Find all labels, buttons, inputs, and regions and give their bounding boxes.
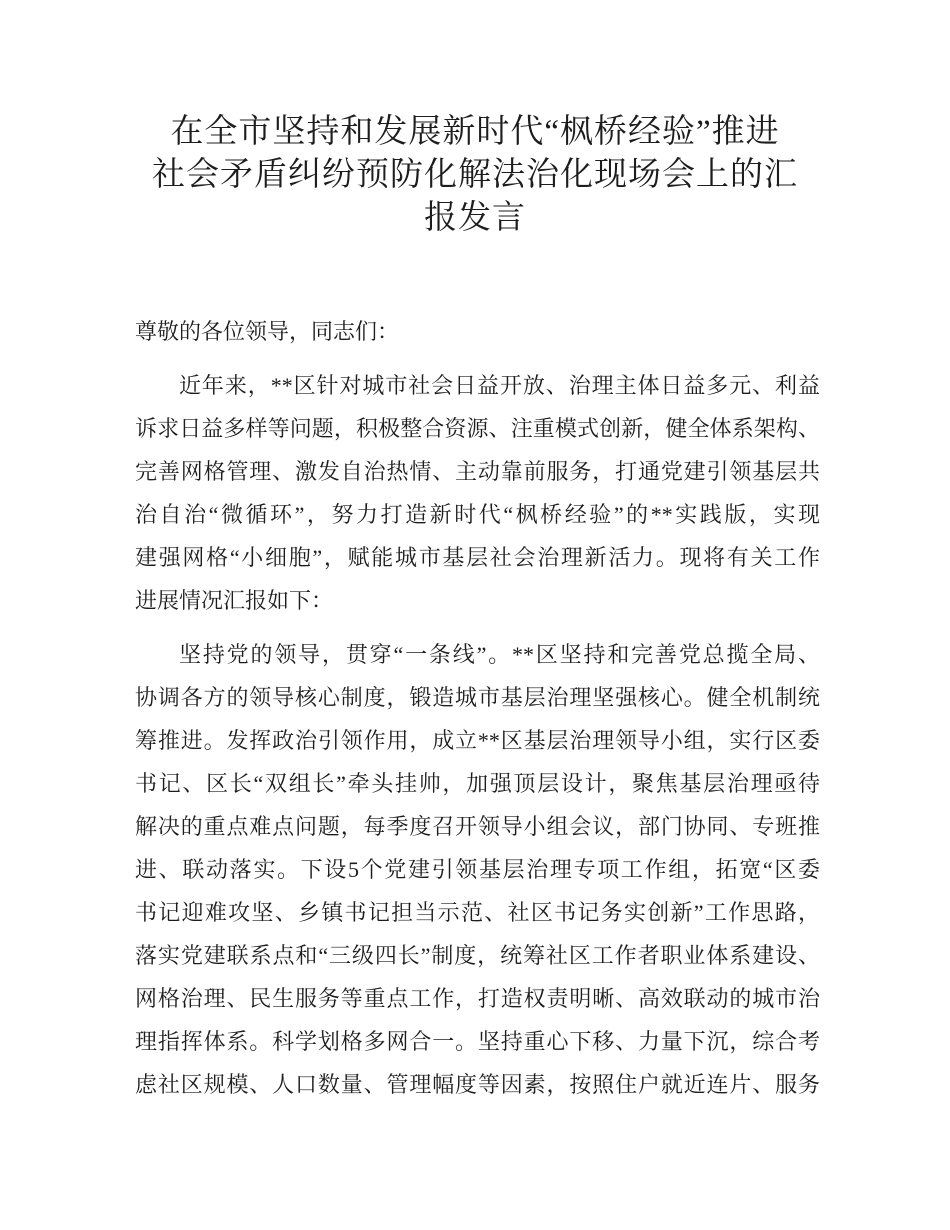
document-body [135,310,820,1106]
text-line: 落实党建联系点和“三级四长”制度，统筹社区工作者职业体系建设、 [135,943,820,968]
paragraph [135,364,820,622]
text-line: 书记迎难攻坚、乡镇书记担当示范、社区书记务实创新”工作思路， [135,900,820,925]
text-line: 虑社区规模、人口数量、管理幅度等因素，按照住户就近连片、服务 [135,1072,820,1097]
text-line: 完善网格管理、激发自治热情、主动靠前服务，打通党建引领基层共 [135,459,820,484]
text-line: 诉求日益多样等问题，积极整合资源、注重模式创新，健全体系架构、 [135,416,820,441]
text-line: 建强网格“小细胞”，赋能城市基层社会治理新活力。现将有关工作 [135,545,820,570]
text-line: 治自治“微循环”，努力打造新时代“枫桥经验”的**实践版，实现 [135,502,820,527]
text-line: 进、联动落实。下设5个党建引领基层治理专项工作组，拓宽“区委 [135,857,820,882]
title-line: 报发言 [424,200,526,236]
title-line: 社会矛盾纠纷预防化解法治化现场会上的汇 [152,157,798,193]
title-line: 在全市坚持和发展新时代“枫桥经验”推进 [170,114,780,150]
text-line: 书记、区长“双组长”牵头挂帅，加强顶层设计，聚焦基层治理亟待 [135,771,820,796]
text-line: 网格治理、民生服务等重点工作，打造权责明晰、高效联动的城市治 [135,986,820,1011]
text-line: 进展情况汇报如下： [135,588,334,613]
paragraph [135,633,820,1106]
text-line: 协调各方的领导核心制度，锻造城市基层治理坚强核心。健全机制统 [135,685,820,710]
paragraph [135,310,820,353]
text-line: 尊敬的各位领导，同志们： [135,319,400,344]
text-line: 筹推进。发挥政治引领作用，成立**区基层治理领导小组，实行区委 [135,728,820,753]
text-line: 解决的重点难点问题，每季度召开领导小组会议，部门协同、专班推 [135,814,820,839]
document-title [70,111,880,240]
text-line: 理指挥体系。科学划格多网合一。坚持重心下移、力量下沉，综合考 [135,1029,820,1054]
text-line: 近年来，**区针对城市社会日益开放、治理主体日益多元、利益 [179,373,820,398]
text-line: 坚持党的领导，贯穿“一条线”。**区坚持和完善党总揽全局、 [179,642,820,667]
